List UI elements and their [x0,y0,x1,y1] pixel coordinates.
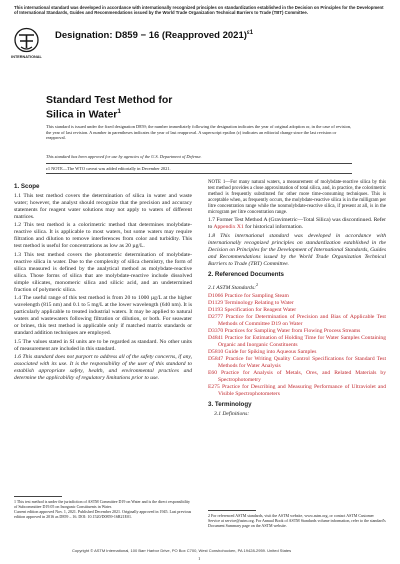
editorial-note: ε1 NOTE—The WTO caveat was added editorially in December 2021. [46,166,171,171]
referenced-documents-heading: 2. Referenced Documents [208,270,284,278]
appendix-x1-link[interactable]: Appendix X1 [213,224,244,231]
right-column [208,180,386,419]
astm-standards-label: 2.1 ASTM Standards: [208,284,257,291]
reference-code-link[interactable]: E60 [208,370,218,377]
reference-item [208,300,386,307]
reference-title-link[interactable]: Specification for Reagent Water [224,307,297,314]
reference-title-link[interactable]: Terminology Relating to Water [224,300,294,307]
footnote-rule [14,496,62,497]
definitions-subheading: 3.1 Definitions: [214,411,250,418]
reference-code-link[interactable]: D4841 [208,335,224,342]
reference-item [208,384,386,398]
para-1-4: 1.4 The useful range of this test method is from 20 to 1000 µg/L at the higher wavelength (815 nm) and 0.1 to 5 mg/L at the lower wavelength (640 nm). It is particularly applicable to treated industrial waters. It may be applied to natural waters and wastewaters following filtration or dilution, or both. For seawater or brines, this test method is applicable only if matched matrix standards or standard addition techniques are employed. [14,295,192,337]
title-line-2: Silica in Water [46,108,118,121]
reference-code-link[interactable]: E275 [208,384,220,391]
footnote-1-jurisdiction: 1 This test method is under the jurisdiction of ASTM Committee D19 on Water and is the direct responsibility of Subcommittee D19.05 on Inorganic Constituents in Water. [14,499,190,509]
issuance-statement: This standard is issued under the fixed designation D859; the number immediately following the designation indicates the year of original adoption or, in the case of revision, the year of last revision. A number in parentheses indicates the year of last reapproval. A superscript epsilon (ε) indicates an editorial change since the last revision or reapproval. [46,124,352,141]
scope-heading: 1. Scope [14,183,40,190]
reference-item [208,349,386,356]
reference-title-link[interactable]: Practice for Writing Quality Control Specifications for Standard Test Methods for Water Analysis [218,356,386,370]
page-number: 1 [198,556,201,561]
reference-title-link[interactable]: Guide for Spiking into Aqueous Samples [224,349,317,356]
footnote-left [14,496,192,519]
para-1-7-text-a: 1.7 Former Test Method A (Gravimetric—Total Silica) was discontinued. Refer to [208,217,386,231]
para-1-2: 1.2 This test method is a colorimetric method that determines molybdate-reactive silica. It is applicable to most waters, but some waters may require filtration and dilution to remove interferences from color and turbidity. This test method is useful for concentrations as low as 20 µg/L. [14,222,192,250]
reference-item [208,370,386,384]
designation-epsilon: ε1 [246,30,254,36]
reference-title-link[interactable]: Practice for Describing and Measuring Performance of Ultraviolet and Visible Spectrophotometers [218,384,387,398]
footnote-2: 2 For referenced ASTM standards, visit the ASTM website, www.astm.org, or contact ASTM Customer Service at service@astm.org. For Annual Book of ASTM Standards volume information, refer to the standard's Document Summary page on the ASTM website. [208,513,386,528]
left-column [14,180,192,383]
footnote-2-marker: 2 [256,281,259,287]
reference-item [208,293,386,300]
para-1-5: 1.5 The values stated in SI units are to be regarded as standard. No other units of measurement are included in this standard. [14,338,192,352]
reference-code-link[interactable]: D1129 [208,300,224,307]
svg-text:INTERNATIONAL: INTERNATIONAL [11,55,42,59]
designation [55,30,253,41]
reference-code-link[interactable]: D1066 [208,293,224,300]
footnote-rule [208,510,256,511]
copyright-line: Copyright © ASTM International, 100 Barr Harbor Drive, PO Box C700, West Conshohocken, PA 19428-2959. United States [72,548,292,553]
reference-title-link[interactable]: Practices for Sampling Water from Flowing Process Streams [224,328,361,335]
terminology-heading: 3. Terminology [208,401,252,409]
title-line-1: Standard Test Method for [46,94,173,106]
document-title [46,94,172,121]
footnote-1-edition: Current edition approved Nov. 1, 2021. Published December 2021. Originally approved in 1945. Last previous edition approved in 2016 as D859 – 16. DOI: 10.1520/D0859-16R21E01. [14,509,192,519]
reference-item [208,314,386,328]
astm-logo [11,27,42,65]
reference-code-link[interactable]: D3370 [208,328,224,335]
reference-title-link[interactable]: Practice for Determination of Precision and Bias of Applicable Test Methods of Committee D19 on Water [218,314,386,328]
para-1-1: 1.1 This test method covers the determination of silica in water and waste water; however, the analyst should recognize that the precision and accuracy statements for reagent water solutions may not apply to waters of different matrices. [14,193,192,220]
para-1-7 [208,217,386,231]
reference-code-link[interactable]: D2777 [208,314,224,321]
designation-text: Designation: D859 − 16 (Reapproved 2021) [55,30,247,42]
dod-approval: This standard has been approved for use by agencies of the U.S. Department of Defense. [46,154,202,159]
reference-title-link[interactable]: Practice for Estimation of Holding Time for Water Samples Containing Organic and Inorganic Constituents [218,335,386,349]
wto-notice: This international standard was developed in accordance with internationally recognized principles on standardization established in the Decision on Principles for the Development of International Standards, Guides and Recommendations issued by the World Trade Organization Technical Barriers to Trade (TBT) Committee. [14,5,384,16]
para-1-6: 1.6 This standard does not purport to address all of the safety concerns, if any, associated with its use. It is the responsibility of the user of this standard to establish appropriate safety, health, and environmental practices and determine the applicability of regulatory limitations prior to use. [14,353,192,381]
para-1-8: 1.8 This international standard was developed in accordance with internationally recognized principles on standardization established in the Decision on Principles for the Development of International Standards, Guides and Recommendations issued by the World Trade Organization Technical Barriers to Trade (TBT) Committee. [208,232,386,267]
astm-standards-subheading [208,281,386,292]
reference-list [208,293,386,398]
title-footnote-marker: 1 [117,108,122,115]
divider-bottom [46,173,352,174]
para-1-7-text-b: for historical information. [243,224,304,231]
divider-top [46,163,352,164]
reference-item [208,307,386,314]
reference-title-link[interactable]: Practice for Sampling Steam [224,293,289,300]
reference-code-link[interactable]: D5847 [208,356,224,363]
reference-code-link[interactable]: D1193 [208,307,224,314]
reference-item [208,356,386,370]
reference-title-link[interactable]: Practice for Analysis of Metals, Ores, and Related Materials by Spectrophotometry [218,370,386,384]
reference-code-link[interactable]: D5810 [208,349,224,356]
reference-item [208,328,386,335]
note-1: NOTE 1—For many natural waters, a measurement of molybdate-reactive silica by this test method provides a close approximation of total silica, and, in practice, the colorimetric method is frequently substituted for other more time-consuming techniques. This is acceptable when, as frequently occurs, the molybdate-reactive silica is in the milligram per litre concentration range while the nonmolybdate-reactive silica, if present at all, is in the microgram per litre concentration range. [208,180,386,215]
footnote-right [208,510,386,528]
reference-item [208,335,386,349]
para-1-3: 1.3 This test method covers the photometric determination of molybdate-reactive silica in water. Due to the complexity of silica chemistry, the form of silica measured is defined by the analytical method as molybdate-reactive silica. Those forms of silica that are molybdate-reactive include dissolved simple silicates, monomeric silica and silicic acid, and an undetermined fraction of polymeric silica. [14,251,192,293]
